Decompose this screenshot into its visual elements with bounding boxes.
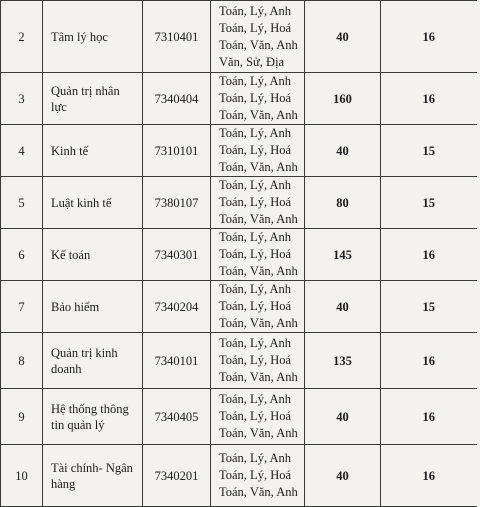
min-score-cell: 16 [381, 445, 477, 507]
subject-combination: Toán, Văn, Anh [219, 264, 298, 278]
table-row [1, 445, 477, 507]
row-number-cell: 6 [1, 229, 43, 281]
major-code-cell: 7310101 [143, 125, 211, 177]
row-number-cell: 4 [1, 125, 43, 177]
subject-combination: Toán, Lý, Hoá [219, 468, 292, 482]
table-row [1, 229, 477, 281]
subject-combination: Toán, Lý, Hoá [219, 91, 292, 105]
major-code-cell: 7340301 [143, 229, 211, 281]
major-name-cell: Tài chính- Ngân hàng [43, 445, 143, 507]
enrollment-target-cell: 40 [305, 389, 381, 445]
subject-combination: Toán, Văn, Anh [219, 37, 298, 52]
row-number-cell: 10 [1, 445, 43, 507]
subject-combination: Toán, Lý, Anh [219, 336, 292, 350]
major-code-cell: 7340404 [143, 73, 211, 125]
min-score-cell: 16 [381, 229, 477, 281]
subject-combination: Toán, Lý, Anh [219, 74, 292, 88]
subject-combinations-cell [211, 177, 305, 229]
table-row [1, 389, 477, 445]
subject-combination: Văn, Sử, Địa [219, 54, 285, 69]
major-code-cell: 7340201 [143, 445, 211, 507]
major-code-cell: 7340101 [143, 333, 211, 389]
subject-combination: Toán, Văn, Anh [219, 160, 298, 174]
subject-combination: Toán, Lý, Hoá [219, 143, 292, 157]
subject-combination: Toán, Lý, Anh [219, 3, 292, 18]
row-number-cell: 7 [1, 281, 43, 333]
subject-combination: Toán, Văn, Anh [219, 426, 298, 440]
min-score-cell: 16 [381, 1, 477, 73]
min-score-cell: 15 [381, 177, 477, 229]
row-number-cell: 2 [1, 1, 43, 73]
subject-combination: Toán, Lý, Hoá [219, 299, 292, 313]
subject-combinations-cell [211, 281, 305, 333]
subject-combinations-cell [211, 445, 305, 507]
row-number-cell: 5 [1, 177, 43, 229]
min-score-cell: 15 [381, 125, 477, 177]
subject-combination: Toán, Văn, Anh [219, 212, 298, 226]
row-number-cell: 3 [1, 73, 43, 125]
subject-combination: Toán, Lý, Hoá [219, 353, 292, 367]
enrollment-target-cell: 80 [305, 177, 381, 229]
major-name-cell: Quản trị nhân lực [43, 73, 143, 125]
subject-combination: Toán, Lý, Anh [219, 230, 292, 244]
major-code-cell: 7310401 [143, 1, 211, 73]
table-body [1, 1, 477, 507]
table-row [1, 281, 477, 333]
enrollment-target-cell: 145 [305, 229, 381, 281]
min-score-cell: 16 [381, 333, 477, 389]
major-name-cell: Tâm lý học [43, 1, 143, 73]
table-row [1, 73, 477, 125]
min-score-cell: 16 [381, 73, 477, 125]
subject-combinations-cell [211, 73, 305, 125]
subject-combinations-cell [211, 389, 305, 445]
subject-combination: Toán, Lý, Anh [219, 126, 292, 140]
major-name-cell: Kế toán [43, 229, 143, 281]
subject-combination: Toán, Văn, Anh [219, 316, 298, 330]
enrollment-target-cell: 40 [305, 125, 381, 177]
subject-combination: Toán, Lý, Hoá [219, 247, 292, 261]
table-row [1, 1, 477, 73]
enrollment-target-cell: 40 [305, 1, 381, 73]
row-number-cell: 9 [1, 389, 43, 445]
enrollment-target-cell: 160 [305, 73, 381, 125]
major-code-cell: 7340204 [143, 281, 211, 333]
major-code-cell: 7380107 [143, 177, 211, 229]
table-row [1, 125, 477, 177]
min-score-cell: 16 [381, 389, 477, 445]
major-name-cell: Kinh tế [43, 125, 143, 177]
major-name-cell: Bảo hiểm [43, 281, 143, 333]
subject-combinations-cell [211, 1, 305, 73]
subject-combination: Toán, Lý, Hoá [219, 20, 292, 35]
subject-combination: Toán, Văn, Anh [219, 370, 298, 384]
enrollment-target-cell: 40 [305, 281, 381, 333]
subject-combination: Toán, Văn, Anh [219, 108, 298, 122]
subject-combinations-cell [211, 229, 305, 281]
subject-combination: Toán, Lý, Hoá [219, 195, 292, 209]
min-score-cell: 15 [381, 281, 477, 333]
subject-combination: Toán, Lý, Anh [219, 451, 292, 465]
subject-combinations-cell [211, 333, 305, 389]
row-number-cell: 8 [1, 333, 43, 389]
subject-combinations-cell [211, 125, 305, 177]
table-row [1, 177, 477, 229]
major-name-cell: Hệ thống thông tin quản lý [43, 389, 143, 445]
subject-combination: Toán, Lý, Anh [219, 282, 292, 296]
major-code-cell: 7340405 [143, 389, 211, 445]
subject-combination: Toán, Lý, Anh [219, 178, 292, 192]
subject-combination: Toán, Văn, Anh [219, 485, 298, 499]
subject-combination: Toán, Lý, Hoá [219, 409, 292, 423]
enrollment-target-cell: 40 [305, 445, 381, 507]
table-row [1, 333, 477, 389]
subject-combination: Toán, Lý, Anh [219, 392, 292, 406]
major-name-cell: Luật kinh tế [43, 177, 143, 229]
enrollment-target-cell: 135 [305, 333, 381, 389]
major-name-cell: Quản trị kinh doanh [43, 333, 143, 389]
